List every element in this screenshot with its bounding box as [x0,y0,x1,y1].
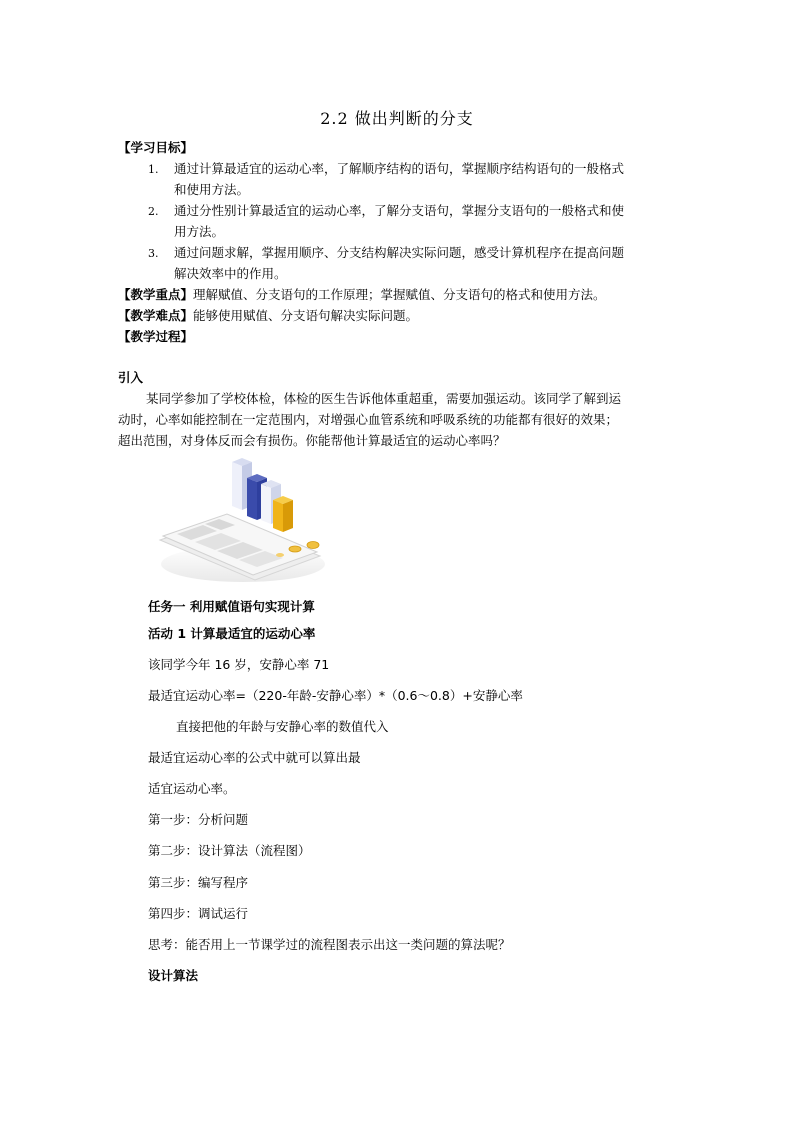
objective-item [148,159,624,180]
objective-text: 通过计算最适宜的运动心率，了解顺序结构的语句，掌握顺序结构语句的一般格式 [174,161,625,176]
objective-item [148,201,624,222]
explanation-line: 适宜运动心率。 [148,781,236,796]
think-question: 思考：能否用上一节课学过的流程图表示出这一类问题的算法呢？ [148,937,511,952]
objective-item [148,243,624,264]
difficulty-label: 【教学难点】 [118,308,194,323]
report-chart-illustration [155,452,330,590]
key-point-label: 【教学重点】 [118,287,194,302]
bar-side [273,500,283,532]
intro-heading: 引入 [118,370,144,385]
coin-icon [276,553,284,557]
step-item: 第三步：编写程序 [148,875,249,890]
page-title: 2.2 做出判断的分支 [320,109,474,128]
bar-side [232,462,242,510]
intro-paragraph-line: 某同学参加了学校体检，体检的医生告诉他体重超重，需要加强运动。该同学了解到运 [146,391,622,406]
step-item: 第二步：设计算法（流程图） [148,843,311,858]
intro-paragraph-line: 动时，心率如能控制在一定范围内，对增强心血管系统和呼吸系统的功能都有很好的效果； [118,412,619,427]
bar-side [261,484,271,524]
key-point-row [118,285,606,305]
objective-text-cont: 用方法。 [174,224,225,239]
facts-line: 该同学今年 16 岁，安静心率 71 [148,657,330,672]
objective-text: 通过分性别计算最适宜的运动心率，了解分支语句，掌握分支语句的一般格式和使 [174,203,625,218]
key-point-text: 理解赋值、分支语句的工作原理；掌握赋值、分支语句的格式和使用方法。 [193,287,606,302]
step-item: 第四步：调试运行 [148,906,249,921]
activity-heading: 活动 1 计算最适宜的运动心率 [148,626,316,641]
explanation-line: 最适宜运动心率的公式中就可以算出最 [148,750,361,765]
objective-number: 3. [148,247,159,260]
formula-line: 最适宜运动心率=（220-年龄-安静心率）*（0.6～0.8）+安静心率 [148,688,523,703]
difficulty-text: 能够使用赋值、分支语句解决实际问题。 [193,308,419,323]
intro-paragraph-line: 超出范围，对身体反而会有损伤。你能帮他计算最适宜的运动心率吗？ [118,433,506,448]
task-heading: 任务一 利用赋值语句实现计算 [148,599,315,614]
difficulty-row [118,306,418,326]
design-heading: 设计算法 [148,968,199,983]
bar-side [283,500,293,532]
objective-number: 1. [148,163,159,176]
objective-text-cont: 和使用方法。 [174,182,250,197]
coin-icon [289,546,301,552]
step-item: 第一步：分析问题 [148,812,249,827]
objective-text-cont: 解决效率中的作用。 [174,266,287,281]
coin-icon [307,542,319,549]
process-heading: 【教学过程】 [118,329,194,344]
objective-number: 2. [148,205,159,218]
objectives-heading: 【学习目标】 [118,140,194,155]
explanation-line: 直接把他的年龄与安静心率的数值代入 [176,719,389,734]
objective-text: 通过问题求解，掌握用顺序、分支结构解决实际问题，感受计算机程序在提高问题 [174,245,625,260]
bar-side [247,478,257,520]
